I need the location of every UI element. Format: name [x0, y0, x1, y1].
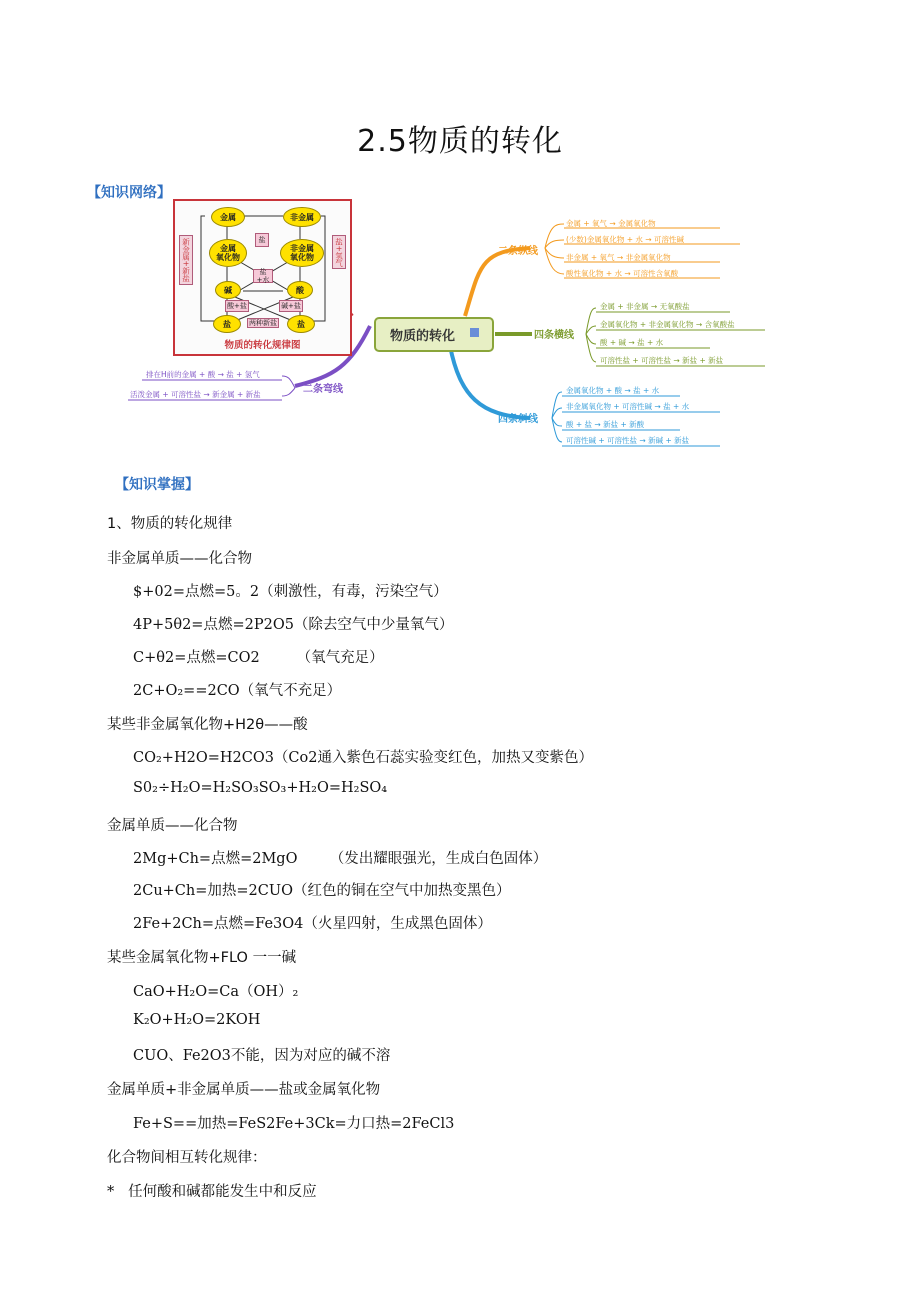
branch-item: 酸 + 碱 → 盐 + 水 — [600, 338, 664, 347]
note-icon — [470, 328, 479, 337]
equation-line: 2C+O₂==2CO（氧气不充足） — [133, 683, 342, 699]
box-base-salt: 碱+盐 — [279, 300, 303, 312]
conversion-flowchart — [173, 199, 352, 356]
branch-item: 非金属 + 氧气 → 非金属氧化物 — [566, 253, 671, 262]
node-metal-oxide: 金属 氧化物 — [209, 239, 247, 267]
equation-line: CO₂+H2O=H2CO3（Co2通入紫色石蕊实验变红色，加热又变紫色） — [133, 750, 593, 766]
connector-blue — [450, 346, 530, 418]
node-nonmetal-oxide: 非金属 氧化物 — [280, 239, 324, 267]
branch-item: 可溶性盐 + 可溶性盐 → 新盐 + 新盐 — [600, 356, 724, 365]
equation-line: CUO、Fe2O3不能，因为对应的碱不溶 — [133, 1048, 391, 1064]
equation-line: S0₂÷H₂O=H₂SO₃SO₃+H₂O=H₂SO₄ — [133, 780, 388, 796]
branch-item: 金属氧化物 + 非金属氧化物 → 含氧酸盐 — [600, 320, 735, 329]
branch-item: 金属 + 氧气 → 金属氧化物 — [566, 219, 656, 228]
section-network-heading: 【知识网络】 — [87, 185, 171, 201]
branch-label-horizontal: 四条横线 — [534, 330, 574, 341]
equation-line: 2Cu+Ch=加热=2CUO（红色的铜在空气中加热变黑色） — [133, 883, 511, 899]
equation-line: K₂O+H₂O=2KOH — [133, 1012, 261, 1028]
branch-item: 活泼金属 + 可溶性盐 → 新金属 + 新盐 — [130, 390, 261, 399]
node-nonmetal: 非金属 — [283, 207, 321, 227]
node-metal: 金属 — [211, 207, 245, 227]
group-heading: 金属单质——化合物 — [107, 818, 238, 834]
side-label-right: 盐+氢气 — [332, 235, 346, 269]
equation-line: $+02=点燃=5。2（刺激性，有毒，污染空气） — [133, 584, 448, 600]
equation-line: CaO+H₂O=Ca（OH）₂ — [133, 984, 299, 1000]
node-salt-right: 盐 — [287, 315, 315, 333]
bullet-item: * 任何酸和碱都能发生中和反应 — [107, 1184, 317, 1200]
node-acid: 酸 — [287, 281, 313, 299]
branch-item: 非金属氧化物 + 可溶性碱 → 盐 + 水 — [566, 402, 690, 411]
group-heading: 金属单质+非金属单质——盐或金属氧化物 — [107, 1082, 381, 1098]
equation-line: 2Fe+2Ch=点燃=Fe3O4（火星四射，生成黑色固体） — [133, 916, 492, 932]
branch-item: 可溶性碱 + 可溶性盐 → 新碱 + 新盐 — [566, 436, 690, 445]
group-heading: 化合物间相互转化规律： — [107, 1150, 267, 1166]
node-base: 碱 — [215, 281, 241, 299]
box-two-new-salts: 两种新盐 — [249, 319, 277, 327]
equation-line: 4P+5θ2=点燃=2P2O5（除去空气中少量氧气） — [133, 617, 454, 633]
branch-item: 酸 + 盐 → 新盐 + 新酸 — [566, 420, 645, 429]
flowchart-title: 物质的转化规律图 — [224, 340, 301, 351]
node-salt-left: 盐 — [213, 315, 241, 333]
branch-label-diagonal: 四条斜线 — [498, 414, 538, 425]
group-heading: 某些金属氧化物+FLO 一一碱 — [107, 950, 297, 966]
branch-item: 排在H前的金属 + 酸 → 盐 + 氢气 — [146, 370, 260, 379]
box-salt-water: 盐+水 — [253, 269, 273, 283]
group-heading: 某些非金属氧化物+H2θ——酸 — [107, 717, 308, 733]
connector-orange — [465, 248, 530, 316]
section-mastery-heading: 【知识掌握】 — [115, 477, 199, 493]
equation-line: Fe+S==加热=FeS2Fe+3Ck=力口热=2FeCl3 — [133, 1116, 455, 1132]
branch-label-curve: 二条弯线 — [303, 384, 343, 395]
branch-item: 酸性氧化物 + 水 → 可溶性含氧酸 — [566, 269, 679, 278]
group-heading: 非金属单质——化合物 — [107, 551, 252, 567]
rule-heading: 1、物质的转化规律 — [107, 516, 233, 532]
equation-line: C+θ2=点燃=CO2 （氧气充足） — [133, 650, 384, 666]
mind-map-center-label: 物质的转化 — [390, 329, 456, 344]
branch-item: 金属氧化物 + 酸 → 盐 + 水 — [566, 386, 660, 395]
box-acid-salt: 酸+盐 — [225, 300, 249, 312]
branch-item: 金属 + 非金属 → 无氧酸盐 — [600, 302, 690, 311]
box-salt-top: 盐 — [255, 233, 269, 247]
side-label-left: 新金属+新盐 — [179, 235, 193, 285]
branch-label-vertical: 二条纵线 — [498, 246, 538, 257]
branch-item: (少数)金属氧化物 + 水 → 可溶性碱 — [566, 235, 684, 244]
equation-line: 2Mg+Ch=点燃=2MgO （发出耀眼强光，生成白色固体） — [133, 851, 548, 867]
page-title: 2.5物质的转化 — [357, 124, 563, 159]
